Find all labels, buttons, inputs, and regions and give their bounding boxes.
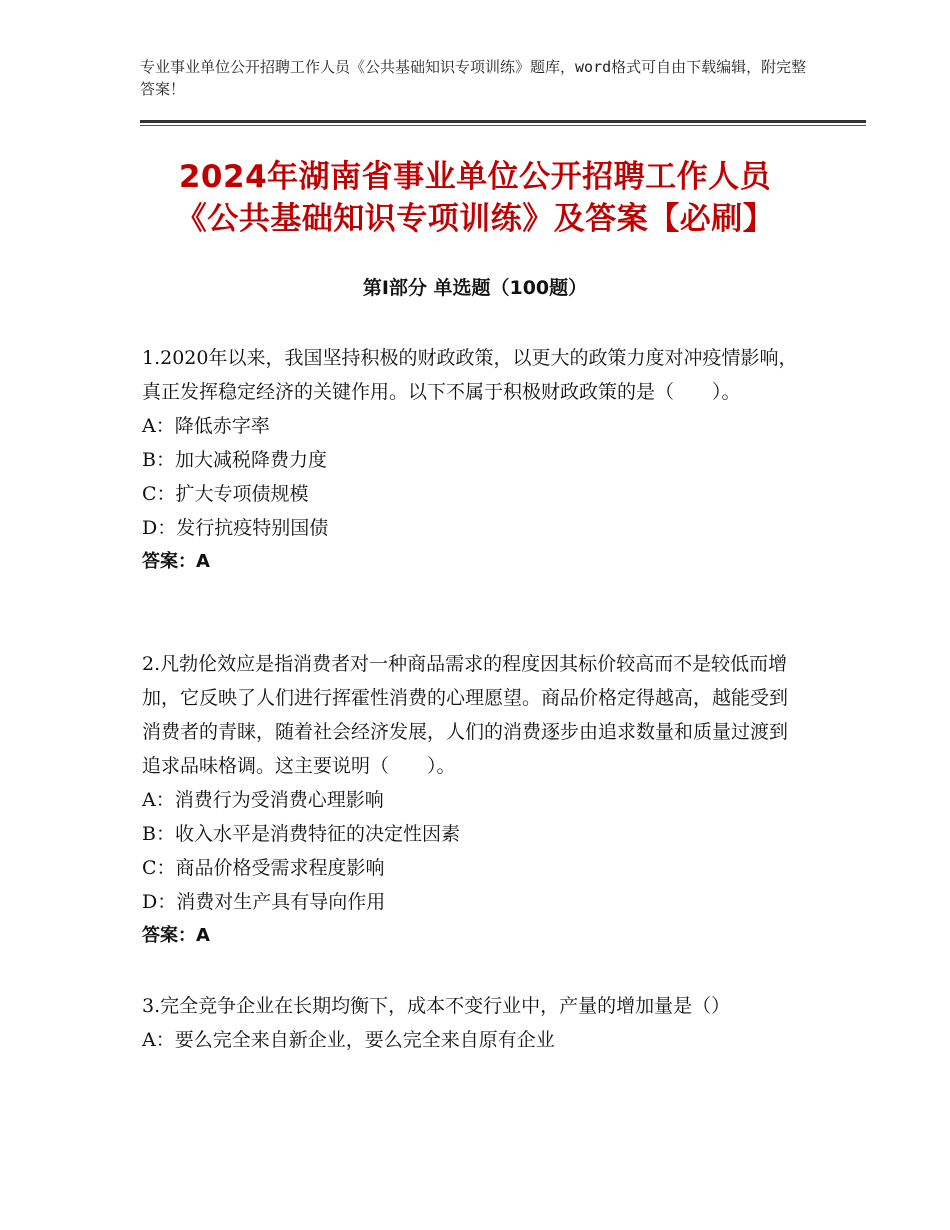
question-stem: 2.凡勃伦效应是指消费者对一种商品需求的程度因其标价较高而不是较低而增加，它反映了人们进行挥霍性消费的心理愿望。商品价格定得越高，越能受到消费者的青睐，随着社会经济发展，人们的消费逐步由追求数量和质量过渡到追求品味格调。这主要说明（ ）。 bbox=[142, 653, 789, 777]
option-b: B：加大减税降费力度 bbox=[142, 449, 327, 471]
document-title bbox=[110, 156, 840, 240]
option-c: C：扩大专项债规模 bbox=[142, 483, 309, 505]
question-stem: 1.2020年以来，我国坚持积极的财政政策，以更大的政策力度对冲疫情影响，真正发挥稳定经济的关键作用。以下不属于积极财政政策的是（ ）。 bbox=[142, 347, 798, 403]
header-divider bbox=[140, 120, 866, 124]
document-title-line-2: 《公共基础知识专项训练》及答案【必刷】 bbox=[175, 201, 775, 237]
option-a: A：消费行为受消费心理影响 bbox=[142, 789, 384, 811]
answer: 答案：A bbox=[142, 551, 210, 572]
divider-thin-line bbox=[140, 125, 866, 126]
question-stem: 3.完全竞争企业在长期均衡下，成本不变行业中，产量的增加量是（） bbox=[142, 995, 731, 1017]
option-a: A：降低赤字率 bbox=[142, 415, 270, 437]
document-title-line-1: 2024年湖南省事业单位公开招聘工作人员 bbox=[178, 159, 772, 195]
question-2 bbox=[142, 647, 802, 953]
option-d: D：消费对生产具有导向作用 bbox=[142, 891, 386, 913]
question-1 bbox=[142, 341, 802, 579]
option-d: D：发行抗疫特别国债 bbox=[142, 517, 329, 539]
option-c: C：商品价格受需求程度影响 bbox=[142, 857, 385, 879]
answer: 答案：A bbox=[142, 925, 210, 946]
question-3 bbox=[142, 989, 802, 1057]
option-b: B：收入水平是消费特征的决定性因素 bbox=[142, 823, 460, 845]
divider-thick-line bbox=[140, 120, 866, 123]
header-note: 专业事业单位公开招聘工作人员《公共基础知识专项训练》题库，word格式可自由下载编辑，附完整答案！ bbox=[140, 58, 807, 98]
option-a: A：要么完全来自新企业，要么完全来自原有企业 bbox=[142, 1029, 555, 1051]
section-title: 第Ⅰ部分 单选题（100题） bbox=[362, 277, 588, 299]
